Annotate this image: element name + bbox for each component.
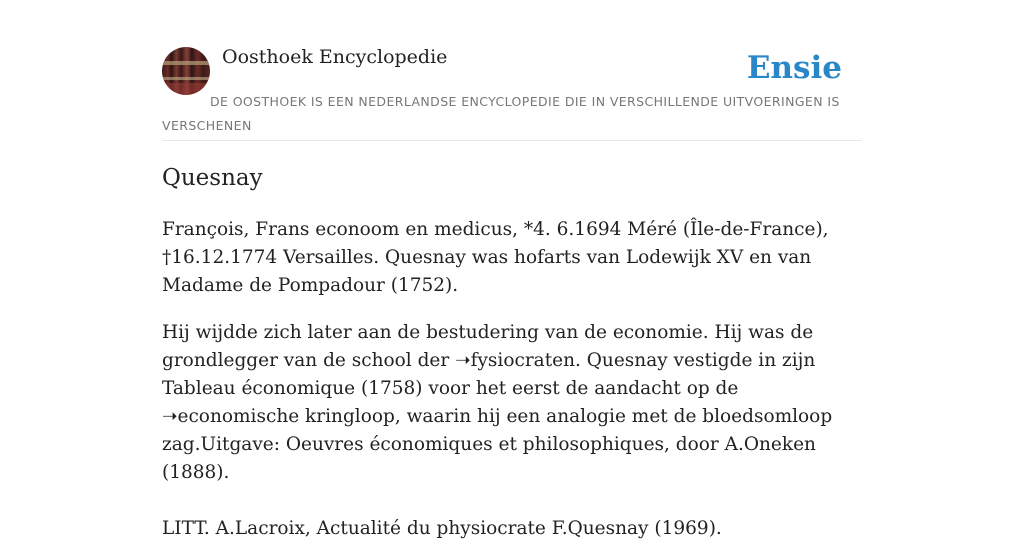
article (162, 162, 872, 543)
site-tagline: DE OOSTHOEK IS EEN NEDERLANDSE ENCYCLOPEDIE DIE IN VERSCHILLENDE UITVOERINGEN IS VERSCHENEN (162, 94, 840, 133)
brand-logo[interactable]: Ensie (746, 50, 842, 86)
article-paragraph-1: François, Frans econoom en medicus, *4. 6.1694 Méré (Île-de-France), †16.12.1774 Versailles. Quesnay was hofarts van Lodewijk XV en van Madame de Pompadour (1752). (162, 219, 829, 296)
article-paragraph-2: Hij wijdde zich later aan de bestudering van de economie. Hij was de grondlegger van de school der ➝fysiocraten. Quesnay vestigde in zijn Tableau économique (1758) voor het eerst de aandacht op de ➝economische kringloop, waarin hij een analogie met de bloedsomloop zag.Uitgave: Oeuvres économiques et philosophiques, door A.Oneken (1888). (162, 322, 833, 483)
article-literature: LITT. A.Lacroix, Actualité du physiocrate F.Quesnay (1969). (162, 518, 722, 539)
site-header (162, 40, 862, 141)
article-title: Quesnay (162, 165, 263, 191)
site-title[interactable]: Oosthoek Encyclopedie (222, 46, 448, 68)
encyclopedia-books-icon[interactable] (162, 47, 210, 95)
